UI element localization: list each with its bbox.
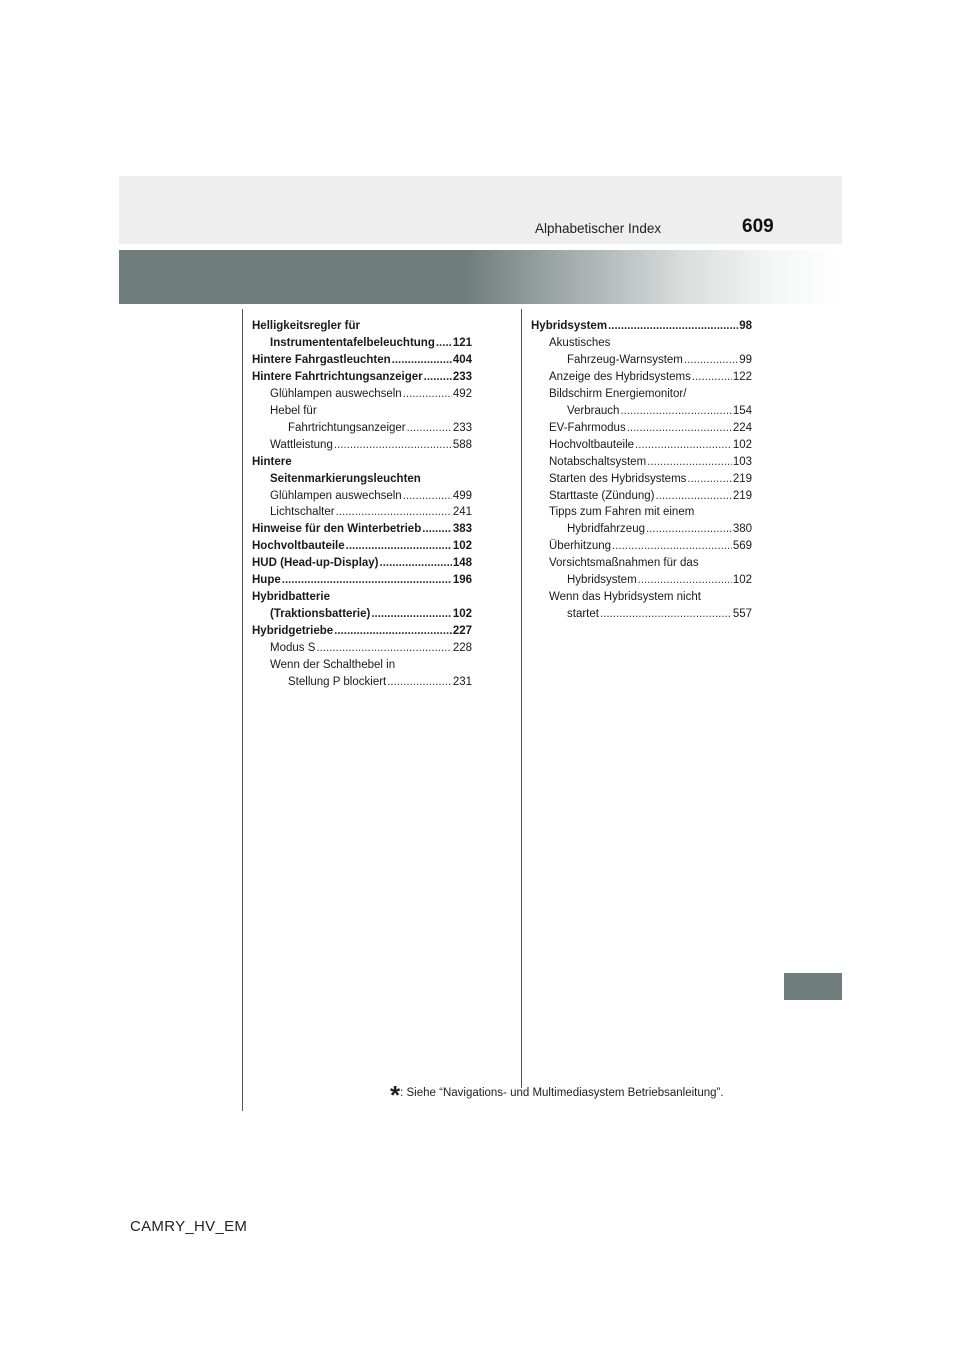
index-entry-page: 102	[732, 438, 752, 451]
dot-leader	[422, 521, 452, 538]
index-entry-page: 99	[739, 353, 752, 366]
dot-leader	[334, 437, 452, 454]
index-entry	[531, 555, 752, 572]
index-entry-term: Wenn das Hybridsystem nicht	[549, 591, 701, 604]
index-entry-page: 98	[739, 320, 752, 332]
index-entry-term: Seitenmarkierungsleuchten	[270, 472, 421, 485]
footnote	[390, 1080, 724, 1110]
index-entry	[252, 454, 472, 471]
dot-leader	[687, 471, 731, 488]
index-entry	[531, 386, 752, 403]
dot-leader	[403, 488, 452, 505]
dot-leader	[600, 606, 732, 623]
index-entry	[252, 538, 472, 555]
dot-leader	[336, 504, 452, 521]
index-entry-page: 569	[732, 540, 752, 553]
index-entry-page: 228	[452, 642, 472, 655]
index-entry	[531, 437, 752, 454]
index-entry	[252, 420, 472, 437]
index-entry-term: Hochvoltbauteile	[549, 438, 635, 451]
index-column-left	[252, 318, 472, 691]
dot-leader	[346, 538, 452, 555]
index-entry-page: 102	[732, 574, 752, 587]
dot-leader	[655, 488, 731, 505]
dot-leader	[635, 437, 732, 454]
index-entry	[252, 657, 472, 674]
index-entry-term: Fahrzeug-Warnsystem	[567, 353, 683, 366]
dot-leader	[334, 623, 452, 640]
index-entry-page: 122	[732, 370, 752, 383]
dot-leader	[646, 521, 732, 538]
index-entry-page: 154	[732, 404, 752, 417]
index-entry-term: Verbrauch	[567, 404, 620, 417]
index-entry-term: Hybridgetriebe	[252, 625, 334, 638]
index-entry-page: 233	[452, 421, 472, 434]
index-entry-page: 380	[732, 523, 752, 536]
index-entry	[531, 488, 752, 505]
index-entry	[531, 318, 752, 335]
index-entry	[531, 403, 752, 420]
dot-leader	[380, 555, 452, 572]
index-entry-page: 588	[452, 438, 472, 451]
dot-leader	[620, 403, 731, 420]
dot-leader	[436, 335, 452, 352]
index-entry	[531, 606, 752, 623]
dot-leader	[638, 572, 732, 589]
dot-leader	[392, 352, 452, 369]
index-entry	[252, 335, 472, 352]
section-title: Alphabetischer Index	[535, 221, 662, 236]
index-entry-term: Hybridbatterie	[252, 591, 330, 604]
index-entry-page: 102	[452, 608, 472, 621]
index-entry-page: 557	[732, 608, 752, 621]
dot-leader	[647, 454, 732, 471]
index-entry	[252, 589, 472, 606]
index-entry-term: Vorsichtsmaßnahmen für das	[549, 557, 699, 570]
index-entry-term: Hebel für	[270, 404, 317, 417]
index-entry	[531, 538, 752, 555]
index-entry-page: 102	[452, 540, 472, 553]
chapter-gradient-bar	[119, 250, 842, 304]
index-entry	[252, 674, 472, 691]
index-entry-term: Hupe	[252, 574, 281, 587]
index-entry-term: startet	[567, 608, 599, 621]
page-number: 609	[742, 216, 774, 237]
dot-leader	[627, 420, 732, 437]
index-entry-term: EV-Fahrmodus	[549, 421, 626, 434]
index-entry-term: Fahrtrichtungsanzeiger	[288, 421, 406, 434]
dot-leader	[424, 369, 452, 386]
index-entry-term: Glühlampen auswechseln	[270, 489, 402, 502]
dot-leader	[612, 538, 732, 555]
index-entry-page: 404	[452, 353, 472, 366]
index-entry-page: 233	[452, 370, 472, 383]
index-entry	[531, 572, 752, 589]
index-entry-term: Überhitzung	[549, 540, 612, 553]
index-entry-term: Hintere	[252, 455, 292, 468]
index-entry	[252, 352, 472, 369]
index-entry	[252, 386, 472, 403]
index-entry-term: Starten des Hybridsystems	[549, 472, 687, 485]
index-entry-term: Wattleistung	[270, 438, 333, 451]
index-entry-term: Hochvoltbauteile	[252, 540, 345, 553]
column-divider-rule	[521, 309, 522, 1088]
index-entry	[252, 318, 472, 335]
index-entry-term: Hintere Fahrgastleuchten	[252, 353, 391, 366]
index-entry	[531, 420, 752, 437]
dot-leader	[387, 674, 452, 691]
dot-leader	[316, 640, 451, 657]
index-entry-page: 231	[452, 676, 472, 689]
index-entry-page: 224	[732, 421, 752, 434]
index-entry	[252, 623, 472, 640]
index-entry-page: 383	[452, 523, 472, 536]
dot-leader	[684, 352, 738, 369]
dot-leader	[692, 369, 732, 386]
dot-leader	[608, 318, 738, 335]
index-entry-page: 219	[732, 472, 752, 485]
index-entry	[531, 352, 752, 369]
index-entry-term: Starttaste (Zündung)	[549, 489, 655, 502]
index-entry-page: 103	[732, 455, 752, 468]
chapter-tab-marker	[784, 973, 842, 1000]
index-entry	[531, 335, 752, 352]
index-entry-term: HUD (Head-up-Display)	[252, 557, 379, 570]
index-entry-page: 241	[452, 506, 472, 519]
index-entry-term: Glühlampen auswechseln	[270, 387, 402, 400]
index-entry-term: Bildschirm Energiemonitor/	[549, 387, 687, 400]
index-entry	[531, 454, 752, 471]
index-entry	[531, 369, 752, 386]
index-entry-term: Tipps zum Fahren mit einem	[549, 506, 695, 519]
index-entry	[252, 555, 472, 572]
index-entry-term: Notabschaltsystem	[549, 455, 647, 468]
index-entry-term: Instrumententafelbeleuchtung	[270, 336, 435, 349]
index-entry-term: Akustisches	[549, 336, 611, 349]
index-entry	[252, 504, 472, 521]
footnote-text: : Siehe “Navigations- und Multimediasystem Betriebsanleitung”.	[400, 1087, 724, 1099]
dot-leader	[407, 420, 452, 437]
index-entry	[531, 504, 752, 521]
index-entry	[531, 521, 752, 538]
index-entry	[531, 589, 752, 606]
index-entry-page: 121	[452, 336, 472, 349]
index-entry-term: Hintere Fahrtrichtungsanzeiger	[252, 370, 423, 383]
dot-leader	[403, 386, 452, 403]
left-divider-rule	[242, 309, 243, 1111]
footnote-asterisk: *	[390, 1080, 401, 1110]
index-entry-page: 148	[452, 557, 472, 570]
index-entry	[252, 640, 472, 657]
index-entry	[252, 437, 472, 454]
index-entry-page: 196	[452, 574, 472, 587]
index-entry-term: Hybridfahrzeug	[567, 523, 645, 536]
index-entry-term: Anzeige des Hybridsystems	[549, 370, 691, 383]
index-entry-term: (Traktionsbatterie)	[270, 608, 371, 621]
index-entry-term: Hybridsystem	[531, 320, 608, 332]
index-entry	[252, 606, 472, 623]
index-entry-page: 499	[452, 489, 472, 502]
index-entry-term: Modus S	[270, 642, 316, 655]
index-entry	[252, 369, 472, 386]
dot-leader	[282, 572, 452, 589]
index-entry-page: 219	[732, 489, 752, 502]
dot-leader	[371, 606, 451, 623]
index-entry	[252, 572, 472, 589]
index-column-right	[531, 318, 752, 623]
index-entry	[252, 471, 472, 488]
index-entry-term: Helligkeitsregler für	[252, 320, 361, 332]
index-entry	[252, 488, 472, 505]
index-entry	[531, 471, 752, 488]
index-entry-term: Lichtschalter	[270, 506, 335, 519]
index-entry	[252, 403, 472, 420]
index-entry-term: Wenn der Schalthebel in	[270, 659, 396, 672]
index-entry-page: 492	[452, 387, 472, 400]
index-entry-page: 227	[452, 625, 472, 638]
model-code: CAMRY_HV_EM	[130, 1218, 248, 1235]
index-entry-term: Hinweise für den Winterbetrieb	[252, 523, 422, 536]
header-band	[119, 176, 842, 244]
index-entry-term: Stellung P blockiert	[288, 676, 387, 689]
index-entry-term: Hybridsystem	[567, 574, 637, 587]
index-entry	[252, 521, 472, 538]
